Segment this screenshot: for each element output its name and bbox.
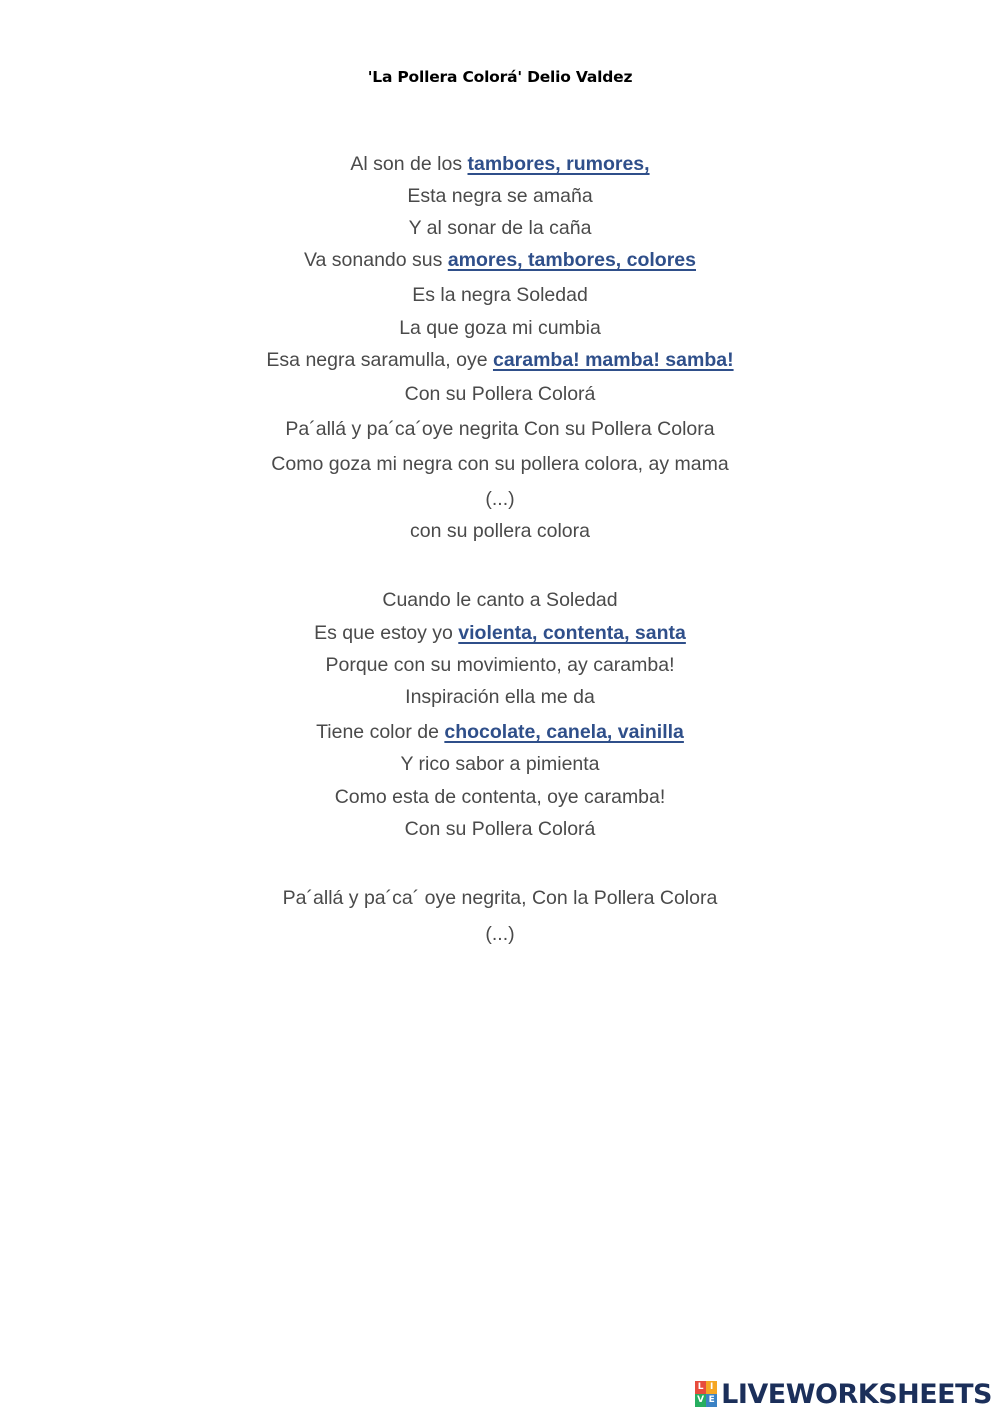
answer-field[interactable]: amores, tambores, colores xyxy=(447,249,696,271)
lyric-line xyxy=(0,588,1000,612)
lyric-text: Inspiración ella me da xyxy=(405,686,595,708)
logo-mark-cell: L xyxy=(695,1381,706,1394)
lyric-line xyxy=(0,519,1000,543)
lyric-line xyxy=(0,283,1000,307)
lyric-text: Como esta de contenta, oye caramba! xyxy=(334,786,666,808)
lyric-line xyxy=(0,316,1000,340)
lyric-text: La que goza mi cumbia xyxy=(399,317,601,339)
lyric-text: Esta negra se amaña xyxy=(407,185,593,207)
lyric-text: (...) xyxy=(485,923,515,945)
lyric-text: Tiene color de xyxy=(316,721,445,743)
answer-field[interactable]: violenta, contenta, santa xyxy=(458,622,686,644)
lyric-line xyxy=(0,785,1000,809)
lyric-line xyxy=(0,653,1000,677)
logo-mark-cell: I xyxy=(706,1381,717,1394)
lyric-text: Con su Pollera Colorá xyxy=(404,383,596,405)
lyric-line xyxy=(0,417,1000,441)
lyric-text: Pa´allá y pa´ca´ oye negrita, Con la Pollera Colora xyxy=(282,887,718,909)
lyric-text: con su pollera colora xyxy=(410,520,590,542)
lyric-line xyxy=(0,487,1000,511)
lyric-line xyxy=(0,452,1000,476)
lyric-text: (...) xyxy=(485,488,515,510)
lyric-line xyxy=(0,621,1000,645)
lyric-line xyxy=(0,152,1000,176)
lyric-text: Como goza mi negra con su pollera colora, ay mama xyxy=(271,453,729,475)
logo-mark-icon xyxy=(695,1381,717,1407)
lyric-text: Pa´allá y pa´ca´oye negrita Con su Pollera Colora xyxy=(285,418,715,440)
logo-text: LIVEWORKSHEETS xyxy=(721,1378,992,1410)
document-title: 'La Pollera Colorá' Delio Valdez xyxy=(367,68,633,86)
lyric-text: Porque con su movimiento, ay caramba! xyxy=(325,654,675,676)
lyric-text: Es la negra Soledad xyxy=(412,284,588,306)
lyric-line xyxy=(0,348,1000,372)
lyric-text: Y al sonar de la caña xyxy=(408,217,592,239)
lyric-line xyxy=(0,752,1000,776)
liveworksheets-logo xyxy=(695,1378,992,1410)
lyric-text: Va sonando sus xyxy=(303,249,448,271)
lyric-text: Y rico sabor a pimienta xyxy=(400,753,600,775)
lyric-text: Cuando le canto a Soledad xyxy=(382,589,618,611)
answer-field[interactable]: chocolate, canela, vainilla xyxy=(444,721,684,743)
lyric-line xyxy=(0,922,1000,946)
answer-field[interactable]: tambores, rumores, xyxy=(467,153,650,175)
lyric-line xyxy=(0,720,1000,744)
lyric-text: Es que estoy yo xyxy=(314,622,459,644)
lyric-line xyxy=(0,382,1000,406)
lyric-line xyxy=(0,216,1000,240)
lyric-text: Al son de los xyxy=(350,153,468,175)
lyric-text: Con su Pollera Colorá xyxy=(404,818,596,840)
lyric-line xyxy=(0,886,1000,910)
lyric-line xyxy=(0,685,1000,709)
lyric-line xyxy=(0,248,1000,272)
lyric-text: Esa negra saramulla, oye xyxy=(266,349,493,371)
logo-mark-cell: V xyxy=(695,1394,706,1407)
logo-mark-cell: E xyxy=(706,1394,717,1407)
lyric-line xyxy=(0,817,1000,841)
answer-field[interactable]: caramba! mamba! samba! xyxy=(492,349,734,371)
lyric-line xyxy=(0,184,1000,208)
